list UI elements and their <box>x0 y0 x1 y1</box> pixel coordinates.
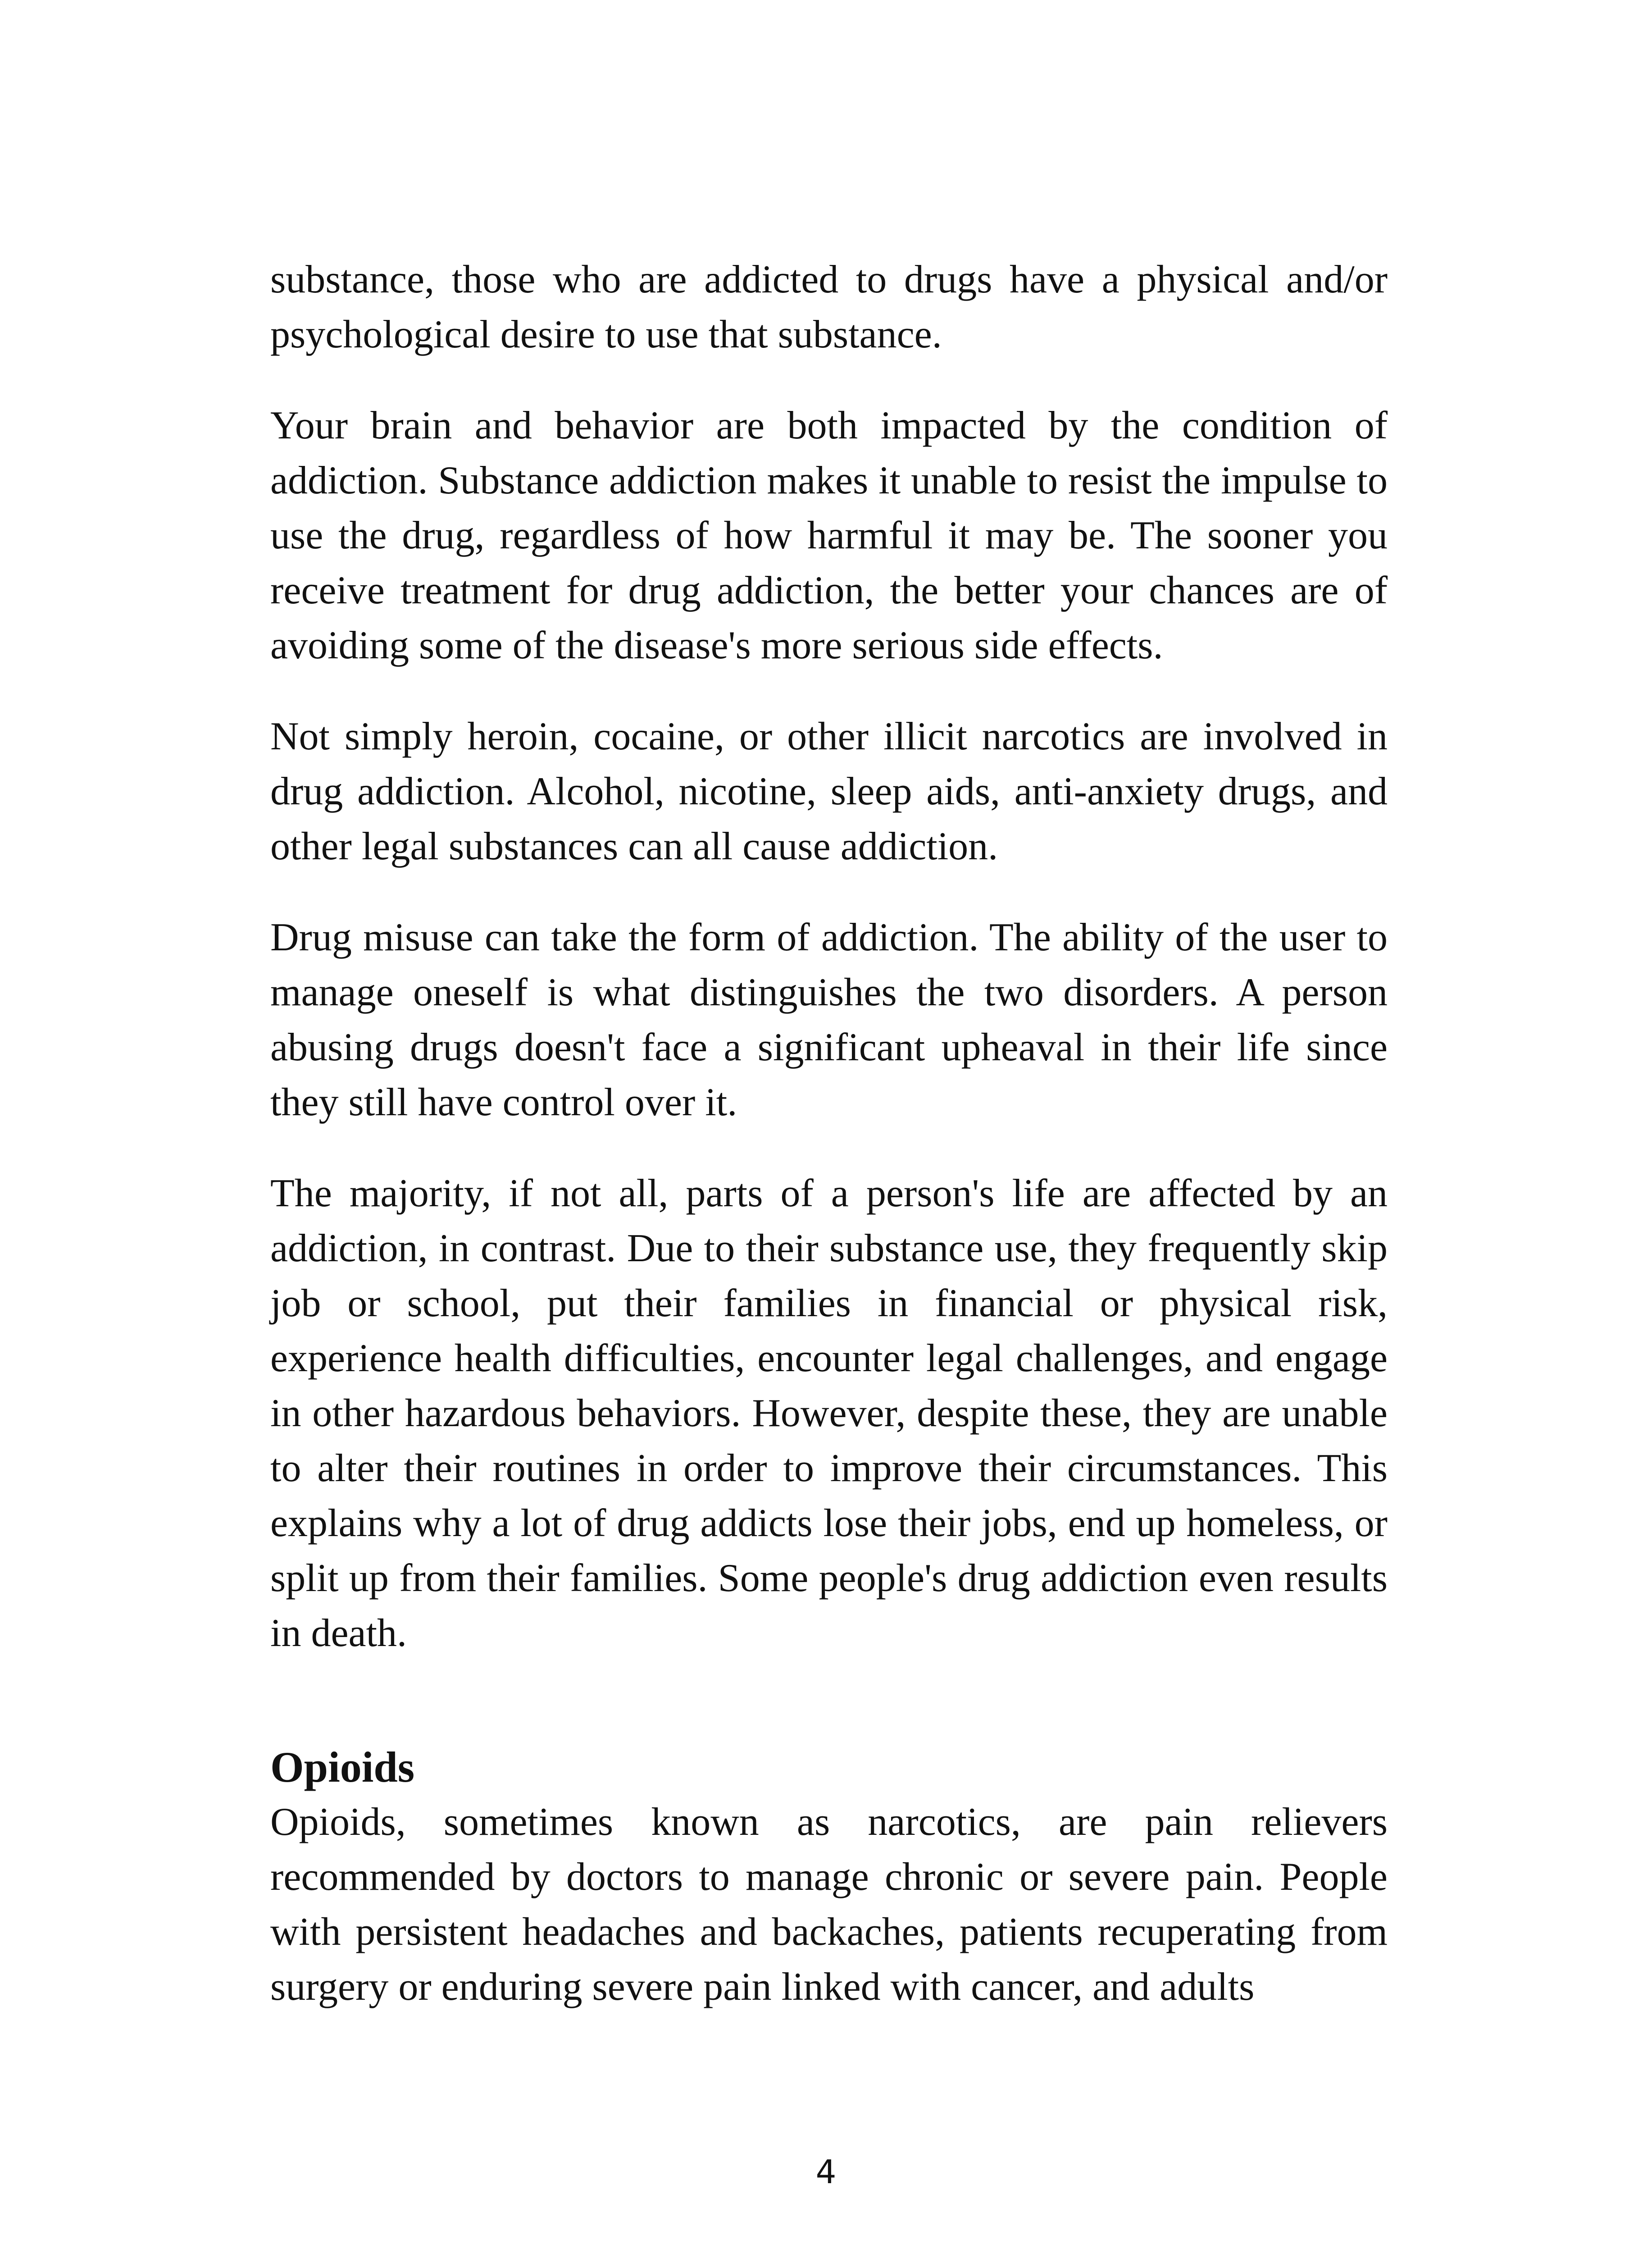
paragraph-2: Your brain and behavior are both impacted by the condition of addiction. Substance addiction makes it unable to resist the impulse to use the drug, regardless of how harmful it may be. The sooner you receive treatment for drug addiction, the better your chances are of avoiding some of the disease's more serious side effects. <box>270 404 1388 667</box>
paragraph-4: Drug misuse can take the form of addiction. The ability of the user to manage oneself is what distinguishes the two disorders. A person abusing drugs doesn't face a significant upheaval in their life since they still have control over it. <box>270 916 1388 1124</box>
paragraph-3: Not simply heroin, cocaine, or other illicit narcotics are involved in drug addiction. Alcohol, nicotine, sleep aids, anti-anxiety drugs, and other legal substances can all cause addiction. <box>270 715 1388 868</box>
section-paragraph: Opioids, sometimes known as narcotics, are pain relievers recommended by doctors to manage chronic or severe pain. People with persistent headaches and backaches, patients recuperating from surgery or enduring severe pain linked with cancer, and adults <box>270 1800 1388 2009</box>
paragraph-5: The majority, if not all, parts of a person's life are affected by an addiction, in contrast. Due to their substance use, they frequently skip job or school, put their families in financial or physical risk, experience health difficulties, encounter legal challenges, and engage in other hazardous behaviors. However, despite these, they are unable to alter their routines in order to improve their circumstances. This explains why a lot of drug addicts lose their jobs, end up homeless, or split up from their families. Some people's drug addiction even results in death. <box>270 1172 1388 1655</box>
section-heading: Opioids <box>270 1743 415 1791</box>
body-text <box>270 252 1388 2015</box>
page-number: 4 <box>815 2153 837 2191</box>
paragraph-1: substance, those who are addicted to drugs have a physical and/or psychological desire to use that substance. <box>270 258 1388 356</box>
